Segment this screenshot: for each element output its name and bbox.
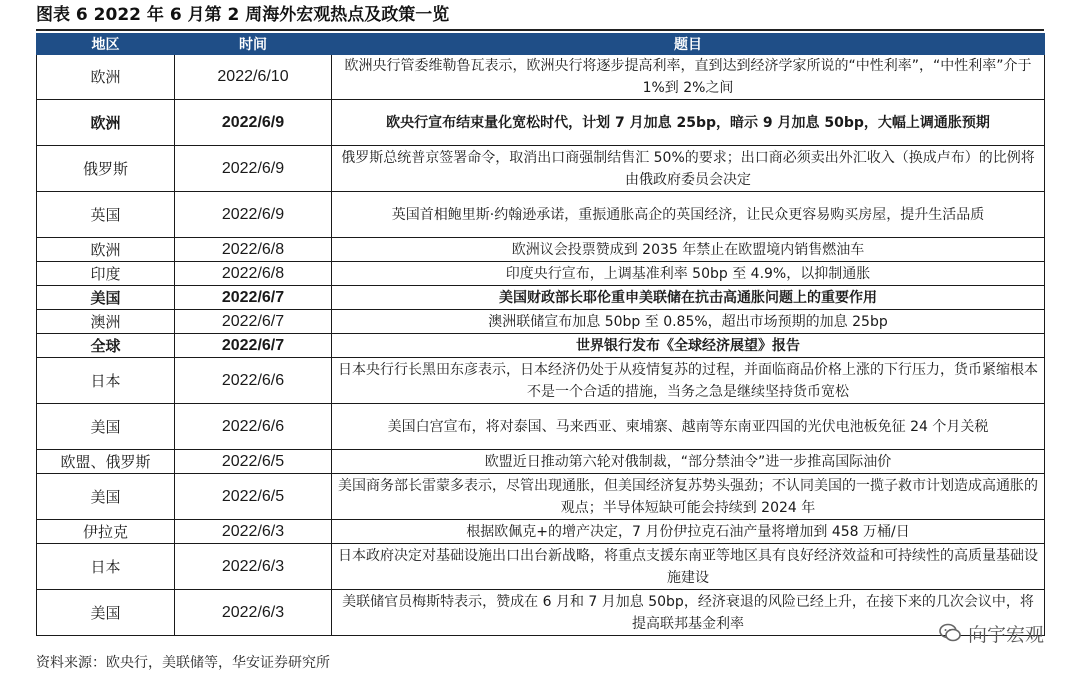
cell-topic: 欧央行宣布结束量化宽松时代，计划 7 月加息 25bp，暗示 9 月加息 50bp，大幅上调通胀预期 — [332, 100, 1045, 146]
cell-topic: 美国白宫宣布，将对泰国、马来西亚、柬埔寨、越南等东南亚四国的光伏电池板免征 24 个月关税 — [332, 404, 1045, 450]
wechat-icon — [938, 621, 962, 645]
cell-region: 欧盟、俄罗斯 — [37, 450, 175, 474]
table-row — [37, 238, 1045, 262]
cell-region: 印度 — [37, 262, 175, 286]
table-row — [37, 590, 1045, 636]
cell-date: 2022/6/3 — [175, 544, 332, 590]
cell-topic: 根据欧佩克+的增产决定，7 月份伊拉克石油产量将增加到 458 万桶/日 — [332, 520, 1045, 544]
cell-date: 2022/6/5 — [175, 474, 332, 520]
cell-topic: 欧洲议会投票赞成到 2035 年禁止在欧盟境内销售燃油车 — [332, 238, 1045, 262]
cell-topic: 印度央行宣布，上调基准利率 50bp 至 4.9%，以抑制通胀 — [332, 262, 1045, 286]
title-underline — [36, 29, 1044, 31]
cell-date: 2022/6/8 — [175, 238, 332, 262]
cell-topic: 俄罗斯总统普京签署命令，取消出口商强制结售汇 50%的要求；出口商必须卖出外汇收入（换成卢布）的比例将由俄政府委员会决定 — [332, 146, 1045, 192]
table-row — [37, 100, 1045, 146]
cell-date: 2022/6/5 — [175, 450, 332, 474]
cell-date: 2022/6/7 — [175, 334, 332, 358]
table-row — [37, 544, 1045, 590]
cell-topic: 欧洲央行管委维勒鲁瓦表示，欧洲央行将逐步提高利率，直到达到经济学家所说的“中性利率”，“中性利率”介于 1%到 2%之间 — [332, 55, 1045, 100]
table-row — [37, 146, 1045, 192]
cell-date: 2022/6/6 — [175, 404, 332, 450]
table-header-row — [37, 34, 1045, 55]
cell-topic: 欧盟近日推动第六轮对俄制裁，“部分禁油令”进一步推高国际油价 — [332, 450, 1045, 474]
cell-date: 2022/6/8 — [175, 262, 332, 286]
header-region: 地区 — [37, 34, 175, 55]
watermark — [938, 618, 1044, 648]
cell-date: 2022/6/7 — [175, 310, 332, 334]
table-row — [37, 404, 1045, 450]
cell-region: 美国 — [37, 590, 175, 636]
chart-title: 图表 6 2022 年 6 月第 2 周海外宏观热点及政策一览 — [36, 5, 450, 25]
cell-date: 2022/6/9 — [175, 100, 332, 146]
cell-region: 美国 — [37, 286, 175, 310]
cell-date: 2022/6/9 — [175, 192, 332, 238]
cell-topic: 日本央行行长黑田东彦表示，日本经济仍处于从疫情复苏的过程，并面临商品价格上涨的下行压力，货币紧缩根本不是一个合适的措施，当务之急是继续坚持货币宽松 — [332, 358, 1045, 404]
table-body — [37, 55, 1045, 636]
table-row — [37, 450, 1045, 474]
cell-topic: 世界银行发布《全球经济展望》报告 — [332, 334, 1045, 358]
cell-date: 2022/6/9 — [175, 146, 332, 192]
cell-topic: 英国首相鲍里斯·约翰逊承诺，重振通胀高企的英国经济，让民众更容易购买房屋，提升生活品质 — [332, 192, 1045, 238]
cell-topic: 美联储官员梅斯特表示，赞成在 6 月和 7 月加息 50bp，经济衰退的风险已经上升，在接下来的几次会议中，将提高联邦基金利率 — [332, 590, 1045, 636]
table-row — [37, 262, 1045, 286]
cell-region: 伊拉克 — [37, 520, 175, 544]
table-row — [37, 310, 1045, 334]
cell-topic: 日本政府决定对基础设施出口出台新战略，将重点支援东南亚等地区具有良好经济效益和可持续性的高质量基础设施建设 — [332, 544, 1045, 590]
cell-date: 2022/6/10 — [175, 55, 332, 100]
cell-region: 全球 — [37, 334, 175, 358]
cell-region: 欧洲 — [37, 238, 175, 262]
header-date: 时间 — [175, 34, 332, 55]
cell-region: 日本 — [37, 544, 175, 590]
watermark-text: 向宇宏观 — [967, 623, 1044, 646]
table-row — [37, 286, 1045, 310]
cell-region: 欧洲 — [37, 55, 175, 100]
cell-region: 俄罗斯 — [37, 146, 175, 192]
cell-region: 美国 — [37, 474, 175, 520]
cell-region: 日本 — [37, 358, 175, 404]
table-row — [37, 55, 1045, 100]
table-row — [37, 358, 1045, 404]
cell-topic: 美国商务部长雷蒙多表示，尽管出现通胀，但美国经济复苏势头强劲；不认同美国的一揽子救市计划造成高通胀的观点；半导体短缺可能会持续到 2024 年 — [332, 474, 1045, 520]
cell-date: 2022/6/3 — [175, 590, 332, 636]
cell-region: 英国 — [37, 192, 175, 238]
cell-region: 美国 — [37, 404, 175, 450]
source-note: 资料来源：欧央行，美联储等，华安证券研究所 — [36, 655, 330, 671]
policy-table — [36, 33, 1045, 636]
table-row — [37, 192, 1045, 238]
table-row — [37, 520, 1045, 544]
cell-date: 2022/6/6 — [175, 358, 332, 404]
header-topic: 题目 — [332, 34, 1045, 55]
cell-date: 2022/6/7 — [175, 286, 332, 310]
table-row — [37, 334, 1045, 358]
cell-region: 澳洲 — [37, 310, 175, 334]
cell-region: 欧洲 — [37, 100, 175, 146]
table-row — [37, 474, 1045, 520]
cell-topic: 美国财政部长耶伦重申美联储在抗击高通胀问题上的重要作用 — [332, 286, 1045, 310]
cell-date: 2022/6/3 — [175, 520, 332, 544]
cell-topic: 澳洲联储宣布加息 50bp 至 0.85%，超出市场预期的加息 25bp — [332, 310, 1045, 334]
